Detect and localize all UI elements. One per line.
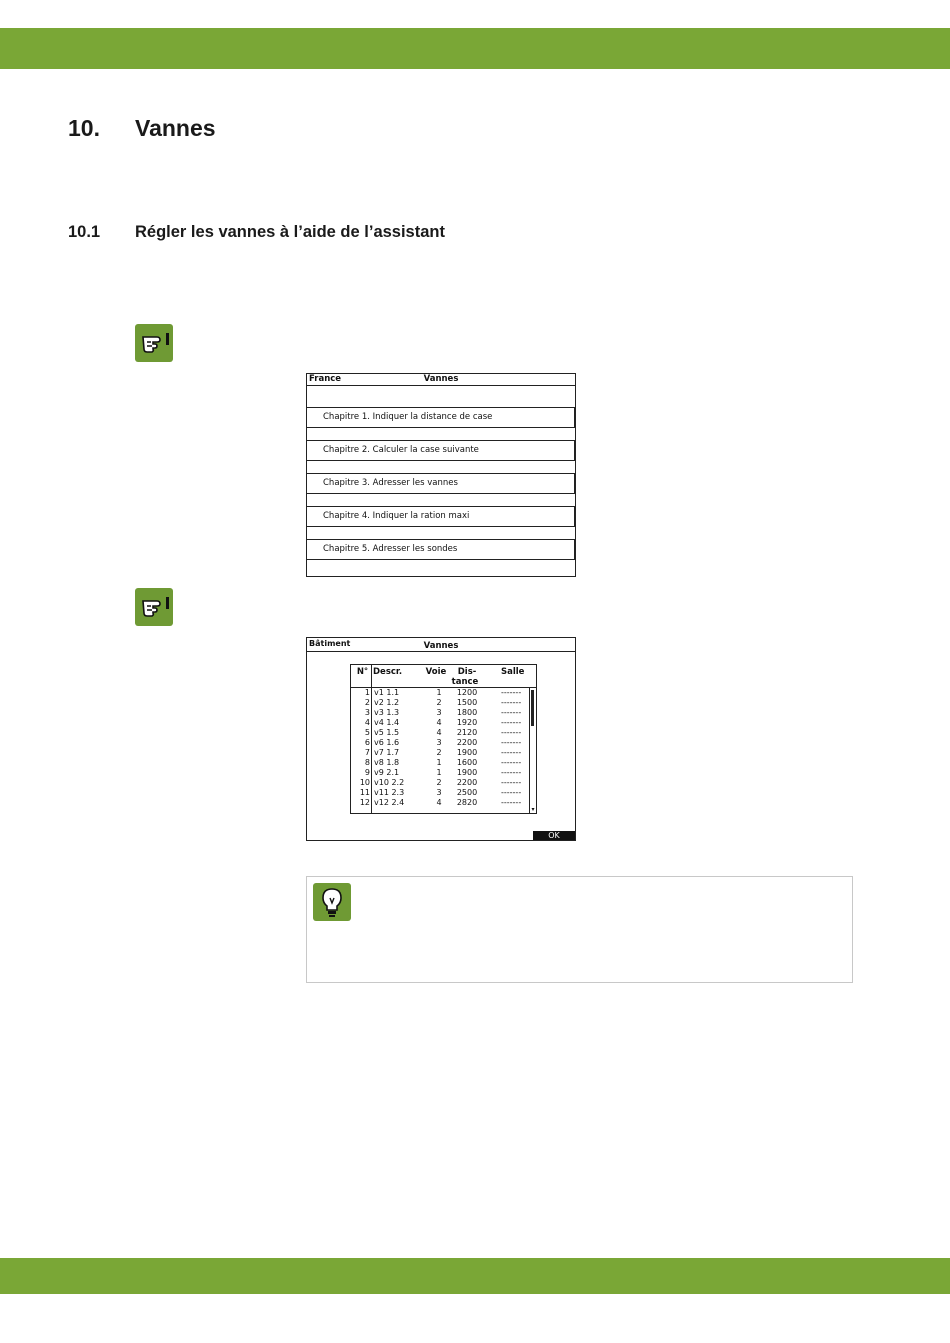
screen-header	[307, 374, 575, 386]
table-row[interactable]	[351, 748, 529, 758]
table-row[interactable]	[351, 738, 529, 748]
valve-descr: v5 1.5	[374, 728, 400, 737]
valve-distance: 1920	[456, 718, 478, 727]
table-header	[351, 665, 536, 688]
valve-number: 12	[359, 798, 370, 807]
valve-descr: v11 2.3	[374, 788, 405, 797]
valve-number: 7	[364, 748, 370, 757]
valve-descr: v12 2.4	[374, 798, 405, 807]
valve-descr: v2 1.2	[374, 698, 400, 707]
col-distance-2: tance	[451, 677, 479, 687]
screen-header	[307, 638, 575, 652]
pointing-hand-icon	[135, 324, 173, 362]
chapter-2-item[interactable]: Chapitre 2. Calculer la case suivante	[307, 440, 575, 461]
valve-number: 9	[364, 768, 370, 777]
valve-descr: v9 2.1	[374, 768, 400, 777]
table-row[interactable]	[351, 688, 529, 698]
screen-title: Vannes	[423, 641, 459, 651]
col-descr: Descr.	[373, 667, 403, 677]
valve-voie: 3	[436, 738, 442, 747]
valve-voie: 2	[436, 748, 442, 757]
table-row[interactable]	[351, 788, 529, 798]
valve-voie: 4	[436, 728, 442, 737]
valve-distance: 2200	[456, 738, 478, 747]
valve-distance: 1500	[456, 698, 478, 707]
valve-voie: 1	[436, 768, 442, 777]
valve-salle: -------	[501, 688, 522, 697]
valve-number: 2	[364, 698, 370, 707]
valve-voie: 4	[436, 718, 442, 727]
scrollbar-thumb[interactable]	[531, 690, 534, 726]
valve-salle: -------	[501, 768, 522, 777]
table-row[interactable]	[351, 778, 529, 788]
menu-screen	[306, 373, 576, 577]
valve-descr: v1 1.1	[374, 688, 400, 697]
ok-button[interactable]: OK	[533, 831, 575, 840]
valve-descr: v6 1.6	[374, 738, 400, 747]
table-row[interactable]	[351, 708, 529, 718]
col-distance-1: Dis-	[457, 667, 477, 677]
col-number: N°	[356, 667, 369, 677]
valve-number: 3	[364, 708, 370, 717]
valve-salle: -------	[501, 718, 522, 727]
screen-location-label: France	[309, 374, 342, 384]
valve-salle: -------	[501, 728, 522, 737]
valve-descr: v3 1.3	[374, 708, 400, 717]
chapter-title: Vannes	[135, 115, 216, 141]
valve-descr: v8 1.8	[374, 758, 400, 767]
screen-location-label: Bâtiment	[309, 639, 351, 648]
valve-voie: 1	[436, 758, 442, 767]
valve-salle: -------	[501, 748, 522, 757]
valve-voie: 3	[436, 788, 442, 797]
valve-distance: 2200	[456, 778, 478, 787]
valve-number: 5	[364, 728, 370, 737]
valve-distance: 1200	[456, 688, 478, 697]
valve-distance: 2500	[456, 788, 478, 797]
lightbulb-icon	[313, 883, 351, 921]
valve-salle: -------	[501, 738, 522, 747]
chapter-5-item[interactable]: Chapitre 5. Adresser les sondes	[307, 539, 575, 560]
chapter-4-item[interactable]: Chapitre 4. Indiquer la ration maxi	[307, 506, 575, 527]
table-row[interactable]	[351, 698, 529, 708]
valve-number: 11	[359, 788, 370, 797]
header-band	[0, 28, 950, 69]
valve-salle: -------	[501, 758, 522, 767]
valve-salle: -------	[501, 698, 522, 707]
table-row[interactable]	[351, 728, 529, 738]
valve-voie: 1	[436, 688, 442, 697]
scrollbar[interactable]	[529, 688, 536, 813]
footer-band	[0, 1258, 950, 1294]
valve-salle: -------	[501, 798, 522, 807]
valves-table	[350, 664, 537, 814]
valve-number: 1	[364, 688, 370, 697]
screen-title: Vannes	[423, 374, 459, 384]
pointing-hand-icon	[135, 588, 173, 626]
valve-voie: 2	[436, 778, 442, 787]
chapter-1-item[interactable]: Chapitre 1. Indiquer la distance de case	[307, 407, 575, 428]
chapter-number: 10.	[68, 115, 100, 141]
col-salle: Salle	[501, 667, 525, 677]
table-row[interactable]	[351, 768, 529, 778]
valve-distance: 1900	[456, 748, 478, 757]
valve-number: 8	[364, 758, 370, 767]
valve-distance: 1900	[456, 768, 478, 777]
section-title: Régler les vannes à l’aide de l’assistant	[135, 223, 445, 241]
table-row[interactable]	[351, 798, 529, 808]
valve-descr: v10 2.2	[374, 778, 405, 787]
valve-number: 10	[359, 778, 370, 787]
valve-distance: 1600	[456, 758, 478, 767]
valve-descr: v7 1.7	[374, 748, 400, 757]
valve-number: 4	[364, 718, 370, 727]
table-row[interactable]	[351, 758, 529, 768]
table-row[interactable]	[351, 718, 529, 728]
section-number: 10.1	[68, 223, 101, 241]
valve-voie: 4	[436, 798, 442, 807]
valves-table-screen	[306, 637, 576, 841]
valve-salle: -------	[501, 788, 522, 797]
valve-voie: 2	[436, 698, 442, 707]
scroll-down-icon[interactable]: ▾	[531, 806, 535, 813]
valve-distance: 1800	[456, 708, 478, 717]
col-voie: Voie	[425, 667, 447, 677]
valve-distance: 2120	[456, 728, 478, 737]
valve-voie: 3	[436, 708, 442, 717]
valve-salle: -------	[501, 778, 522, 787]
valve-salle: -------	[501, 708, 522, 717]
chapter-3-item[interactable]: Chapitre 3. Adresser les vannes	[307, 473, 575, 494]
valve-descr: v4 1.4	[374, 718, 400, 727]
tip-box	[306, 876, 853, 983]
valve-distance: 2820	[456, 798, 478, 807]
valve-number: 6	[364, 738, 370, 747]
